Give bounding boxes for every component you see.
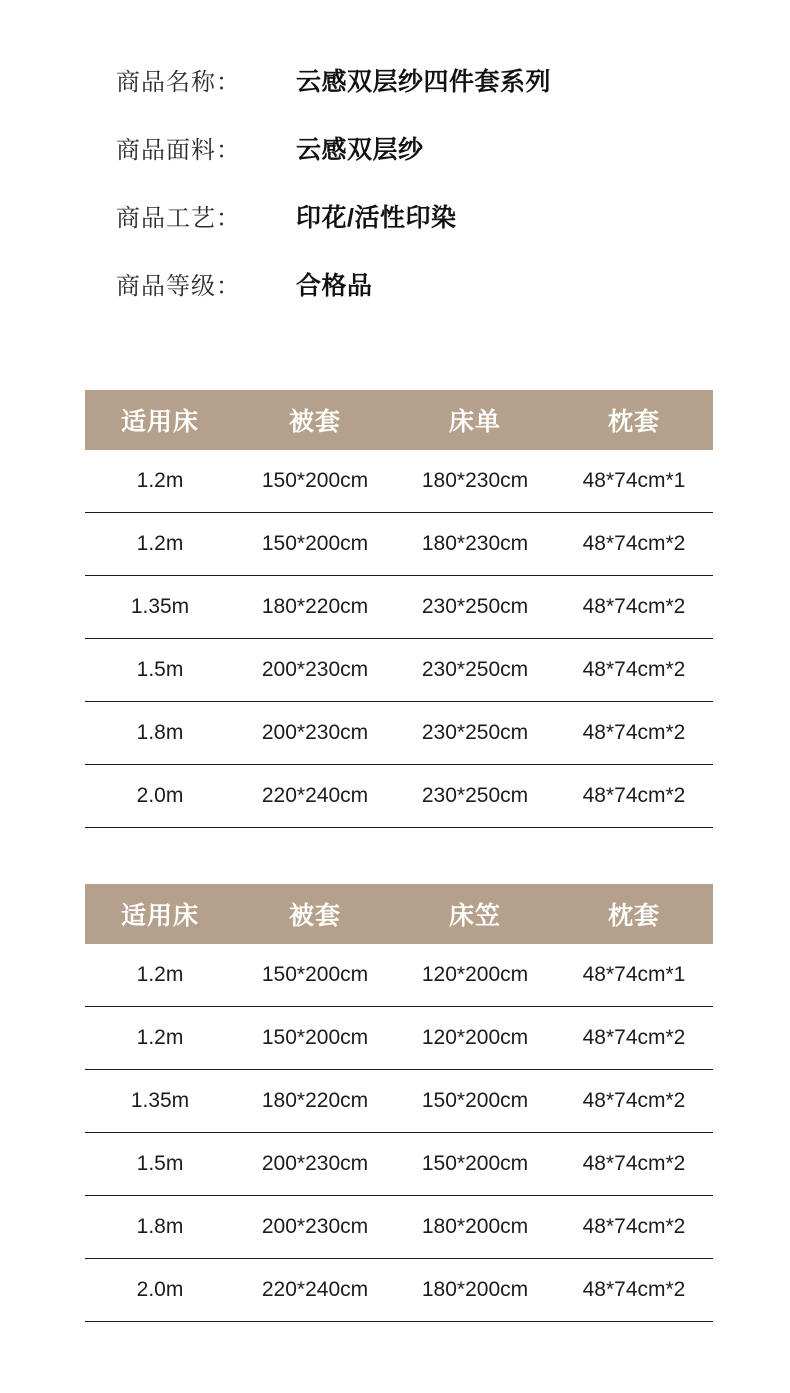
cell-bed: 1.8m bbox=[85, 702, 235, 765]
column-header-duvet: 被套 bbox=[235, 884, 395, 944]
cell-bed: 1.5m bbox=[85, 1133, 235, 1196]
cell-bed: 2.0m bbox=[85, 765, 235, 828]
cell-fitted-sheet: 120*200cm bbox=[395, 944, 555, 1007]
cell-duvet: 220*240cm bbox=[235, 765, 395, 828]
cell-bed: 1.2m bbox=[85, 513, 235, 576]
table-row bbox=[85, 765, 713, 828]
cell-duvet: 150*200cm bbox=[235, 450, 395, 513]
table-row bbox=[85, 576, 713, 639]
column-header-pillowcase: 枕套 bbox=[555, 390, 713, 450]
spec-row-grade bbox=[0, 266, 790, 334]
table-row bbox=[85, 1259, 713, 1322]
table-row bbox=[85, 702, 713, 765]
table-header-row bbox=[85, 390, 713, 450]
cell-bed: 1.5m bbox=[85, 639, 235, 702]
spec-value: 云感双层纱 bbox=[296, 136, 424, 164]
column-header-bed: 适用床 bbox=[85, 390, 235, 450]
cell-fitted-sheet: 150*200cm bbox=[395, 1070, 555, 1133]
table-row bbox=[85, 1070, 713, 1133]
cell-sheet: 230*250cm bbox=[395, 576, 555, 639]
spec-value: 合格品 bbox=[296, 272, 373, 300]
cell-pillowcase: 48*74cm*2 bbox=[555, 1133, 713, 1196]
cell-duvet: 200*230cm bbox=[235, 1133, 395, 1196]
cell-pillowcase: 48*74cm*2 bbox=[555, 576, 713, 639]
size-table bbox=[85, 390, 713, 828]
spec-value: 云感双层纱四件套系列 bbox=[296, 68, 552, 96]
cell-pillowcase: 48*74cm*2 bbox=[555, 1196, 713, 1259]
cell-bed: 1.8m bbox=[85, 1196, 235, 1259]
column-header-bed: 适用床 bbox=[85, 884, 235, 944]
spec-list bbox=[0, 0, 790, 334]
cell-pillowcase: 48*74cm*1 bbox=[555, 944, 713, 1007]
cell-sheet: 180*230cm bbox=[395, 450, 555, 513]
cell-pillowcase: 48*74cm*1 bbox=[555, 450, 713, 513]
spec-row-craft bbox=[0, 198, 790, 266]
cell-fitted-sheet: 180*200cm bbox=[395, 1259, 555, 1322]
table-header bbox=[85, 884, 713, 944]
cell-sheet: 180*230cm bbox=[395, 513, 555, 576]
column-header-sheet: 床单 bbox=[395, 390, 555, 450]
cell-fitted-sheet: 150*200cm bbox=[395, 1133, 555, 1196]
cell-pillowcase: 48*74cm*2 bbox=[555, 702, 713, 765]
cell-duvet: 200*230cm bbox=[235, 702, 395, 765]
table-row bbox=[85, 944, 713, 1007]
table-header bbox=[85, 390, 713, 450]
cell-sheet: 230*250cm bbox=[395, 765, 555, 828]
column-header-fitted-sheet: 床笠 bbox=[395, 884, 555, 944]
table-row bbox=[85, 639, 713, 702]
spec-value: 印花/活性印染 bbox=[296, 204, 457, 232]
column-header-duvet: 被套 bbox=[235, 390, 395, 450]
cell-bed: 2.0m bbox=[85, 1259, 235, 1322]
cell-bed: 1.2m bbox=[85, 1007, 235, 1070]
spec-label: 商品面料： bbox=[116, 137, 241, 164]
cell-sheet: 230*250cm bbox=[395, 702, 555, 765]
spec-label: 商品等级： bbox=[116, 273, 241, 300]
spec-row-fabric bbox=[0, 130, 790, 198]
table-row bbox=[85, 1196, 713, 1259]
size-table-fitted bbox=[85, 884, 705, 1322]
cell-pillowcase: 48*74cm*2 bbox=[555, 1007, 713, 1070]
cell-bed: 1.35m bbox=[85, 576, 235, 639]
table-row bbox=[85, 1007, 713, 1070]
cell-sheet: 230*250cm bbox=[395, 639, 555, 702]
spec-label: 商品名称： bbox=[116, 69, 241, 96]
table-body bbox=[85, 944, 713, 1322]
cell-pillowcase: 48*74cm*2 bbox=[555, 513, 713, 576]
table-body bbox=[85, 450, 713, 828]
cell-fitted-sheet: 180*200cm bbox=[395, 1196, 555, 1259]
cell-pillowcase: 48*74cm*2 bbox=[555, 1070, 713, 1133]
cell-fitted-sheet: 120*200cm bbox=[395, 1007, 555, 1070]
cell-bed: 1.35m bbox=[85, 1070, 235, 1133]
cell-duvet: 180*220cm bbox=[235, 1070, 395, 1133]
size-table bbox=[85, 884, 713, 1322]
cell-duvet: 200*230cm bbox=[235, 1196, 395, 1259]
cell-duvet: 180*220cm bbox=[235, 576, 395, 639]
size-table-bedsheet bbox=[85, 390, 705, 828]
cell-duvet: 150*200cm bbox=[235, 944, 395, 1007]
spec-row-name bbox=[0, 62, 790, 130]
cell-bed: 1.2m bbox=[85, 450, 235, 513]
cell-duvet: 150*200cm bbox=[235, 513, 395, 576]
cell-pillowcase: 48*74cm*2 bbox=[555, 639, 713, 702]
table-row bbox=[85, 450, 713, 513]
table-header-row bbox=[85, 884, 713, 944]
cell-duvet: 200*230cm bbox=[235, 639, 395, 702]
cell-pillowcase: 48*74cm*2 bbox=[555, 765, 713, 828]
spec-label: 商品工艺： bbox=[116, 205, 241, 232]
cell-bed: 1.2m bbox=[85, 944, 235, 1007]
table-row bbox=[85, 513, 713, 576]
column-header-pillowcase: 枕套 bbox=[555, 884, 713, 944]
cell-pillowcase: 48*74cm*2 bbox=[555, 1259, 713, 1322]
cell-duvet: 220*240cm bbox=[235, 1259, 395, 1322]
table-row bbox=[85, 1133, 713, 1196]
cell-duvet: 150*200cm bbox=[235, 1007, 395, 1070]
